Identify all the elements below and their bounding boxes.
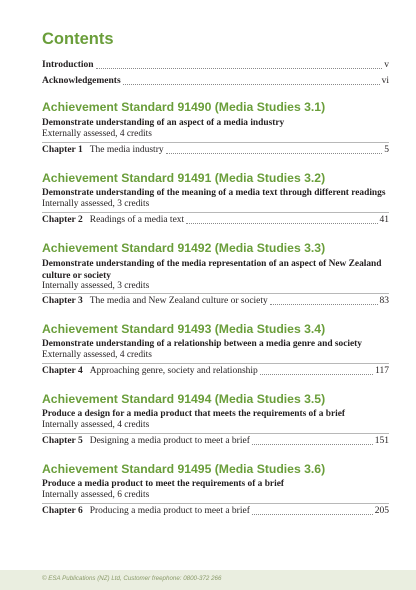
dot-leader [123,84,380,85]
toc-label: Introduction [42,60,94,70]
divider [42,142,389,143]
divider [42,503,389,504]
dot-leader [166,153,383,154]
divider [42,293,389,294]
toc-label: Acknowledgements [42,76,121,86]
standard-heading: Achievement Standard 91491 (Media Studies 3.2) [42,171,326,185]
standard-description: Produce a media product to meet the requirements of a brief [42,479,284,489]
divider [42,212,389,213]
chapter-label: Chapter 4 [42,366,83,376]
standard-assessment: Internally assessed, 4 credits [42,420,150,430]
standard-assessment: Internally assessed, 3 credits [42,281,150,291]
standard-description-line: Demonstrate understanding of the media representation of an aspect of New Zealand [42,259,382,269]
dot-leader [186,223,377,224]
standard-description: Demonstrate understanding of the meaning of a media text through different readings [42,188,386,198]
toc-entry-chapter-3[interactable] [42,296,389,307]
dot-leader [260,374,373,375]
standard-description-line: culture or society [42,270,111,281]
chapter-title: Readings of a media text [89,215,185,225]
standard-description: Demonstrate understanding of an aspect of a media industry [42,118,285,128]
chapter-title: The media industry [89,145,164,155]
toc-page-number: 41 [379,215,389,225]
standard-description [42,259,389,282]
chapter-title: The media and New Zealand culture or society [89,296,268,306]
toc-entry-chapter-6[interactable] [42,506,389,517]
standard-assessment: Internally assessed, 3 credits [42,199,150,209]
standard-heading: Achievement Standard 91492 (Media Studies 3.3) [42,241,326,255]
toc-page-number: 83 [379,296,389,306]
footer-copyright: © ESA Publications (NZ) Ltd, Customer freephone: 0800-372 266 [42,575,222,582]
chapter-title: Designing a media product to meet a brief [89,436,250,446]
chapter-label: Chapter 2 [42,215,83,225]
toc-page-number: 205 [374,506,389,516]
standard-heading: Achievement Standard 91495 (Media Studies 3.6) [42,462,326,476]
toc-entry-introduction[interactable] [42,60,389,71]
divider [42,363,389,364]
chapter-label: Chapter 5 [42,436,83,446]
dot-leader [252,444,373,445]
divider [42,433,389,434]
standard-description: Demonstrate understanding of a relationship between a media genre and society [42,339,362,349]
standard-assessment: Externally assessed, 4 credits [42,350,152,360]
dot-leader [270,304,378,305]
standard-heading: Achievement Standard 91493 (Media Studies 3.4) [42,322,326,336]
toc-entry-chapter-1[interactable] [42,145,389,156]
toc-entry-acknowledgements[interactable] [42,76,389,87]
page-title: Contents [42,30,114,48]
toc-page-number: 117 [375,366,389,376]
toc-page-number: vi [381,76,389,86]
chapter-title: Producing a media product to meet a brief [89,506,250,516]
chapter-title: Approaching genre, society and relationship [89,366,258,376]
dot-leader [252,514,373,515]
toc-page-number: 5 [384,145,389,155]
toc-page-number: v [384,60,389,70]
standard-heading: Achievement Standard 91494 (Media Studies 3.5) [42,392,326,406]
standard-assessment: Internally assessed, 6 credits [42,490,150,500]
standard-assessment: Externally assessed, 4 credits [42,129,152,139]
standard-description: Produce a design for a media product that meets the requirements of a brief [42,409,346,419]
toc-entry-chapter-2[interactable] [42,215,389,226]
toc-entry-chapter-4[interactable] [42,366,389,377]
toc-entry-chapter-5[interactable] [42,436,389,447]
dot-leader [96,68,383,69]
standard-heading: Achievement Standard 91490 (Media Studies 3.1) [42,100,326,114]
toc-page-number: 151 [374,436,389,446]
chapter-label: Chapter 1 [42,145,83,155]
page-footer [0,570,416,590]
chapter-label: Chapter 6 [42,506,83,516]
chapter-label: Chapter 3 [42,296,83,306]
